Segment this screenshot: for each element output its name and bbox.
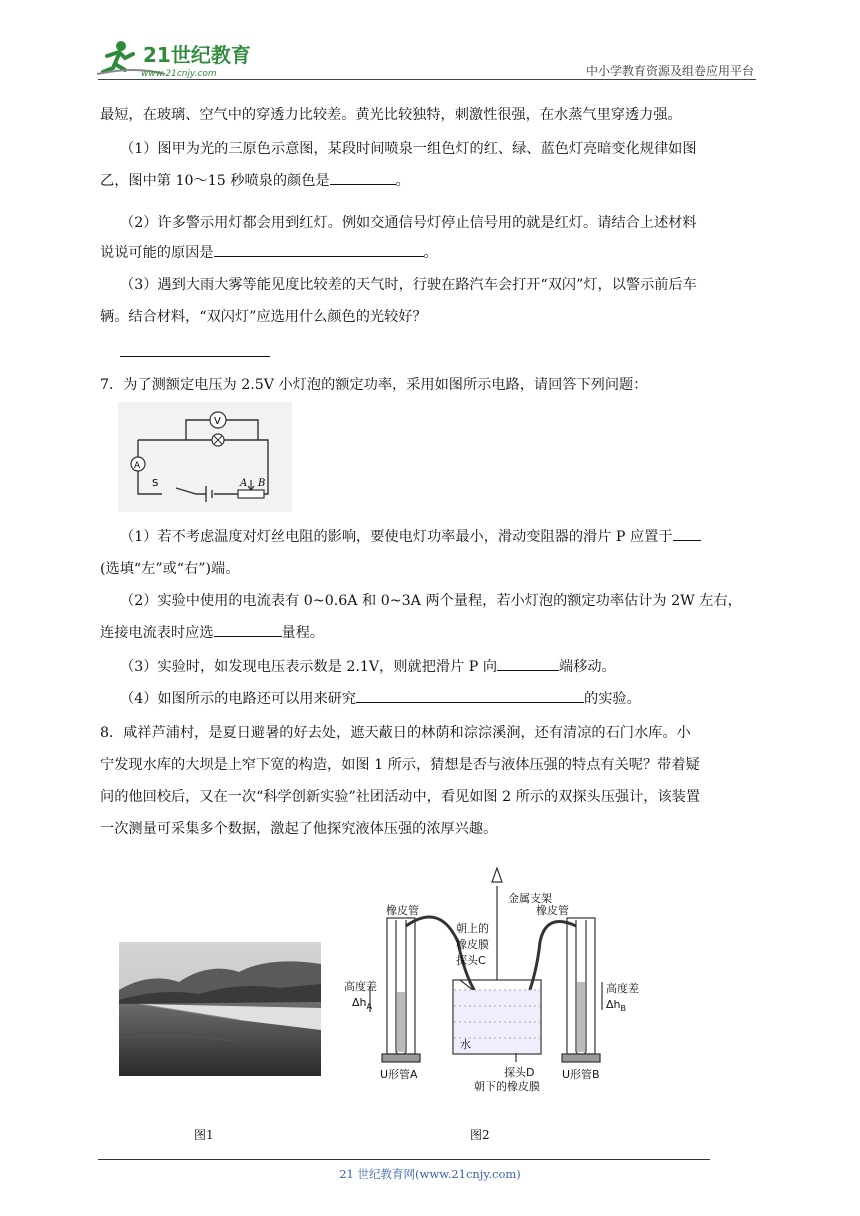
q8-line3: 问的他回校后，又在一次“科学创新实验”社团活动中，看见如图 2 所示的双探头压强计，该装置 xyxy=(100,789,701,805)
q7-part2-line1: （2）实验中使用的电流表有 0~0.6A 和 0~3A 两个量程，若小灯泡的额定功率估计为 2W 左右， xyxy=(120,593,742,609)
answer-blank[interactable] xyxy=(673,526,701,541)
svg-text:高度差: 高度差 xyxy=(606,982,639,995)
rubber-tube-left-label: 橡皮管 xyxy=(386,904,419,917)
svg-text:高度差: 高度差 xyxy=(344,980,377,993)
answer-line[interactable] xyxy=(120,356,270,357)
q6-part2-line2: 说说可能的原因是 。 xyxy=(100,242,762,264)
q8-line2: 宁发现水库的大坝是上窄下宽的构造，如图 1 所示，猜想是否与液体压强的特点有关呢？带着疑 xyxy=(100,757,700,773)
rubber-tube-right-label: 橡皮管 xyxy=(536,904,569,917)
q8-line4: 一次测量可采集多个数据，激起了他探究液体压强的浓厚兴趣。 xyxy=(100,821,498,837)
svg-text:B: B xyxy=(258,478,266,489)
svg-text:朝下的橡皮膜: 朝下的橡皮膜 xyxy=(474,1080,540,1093)
q7-part1-line1: （1）若不考虑温度对灯丝电阻的影响，要使电灯功率最小，滑动变阻器的滑片 P 应置于 xyxy=(120,526,762,548)
q7-part3: （3）实验时，如发现电压表示数是 2.1V，则就把滑片 P 向 端移动。 xyxy=(120,656,762,678)
platform-name: 中小学教育资源及组卷应用平台 xyxy=(585,64,754,78)
header-divider xyxy=(98,79,756,80)
q8-line1: 8．咸祥芦浦村，是夏日避暑的好去处，遮天蔽日的林荫和淙淙溪涧，还有清凉的石门水库。小 xyxy=(100,725,691,741)
answer-blank[interactable] xyxy=(214,622,282,637)
water-label: 水 xyxy=(460,1038,471,1051)
footer-divider xyxy=(98,1159,710,1160)
probe-d-label: 探头D xyxy=(504,1066,535,1079)
q6-part3-line2: 辆。结合材料，“双闪灯”应选用什么颜色的光较好？ xyxy=(100,309,427,325)
figure-1-caption: 图1 xyxy=(194,1128,214,1142)
answer-blank[interactable] xyxy=(214,242,424,257)
q6-part1-line1: （1）图甲为光的三原色示意图，某段时间喷泉一组色灯的红、绿、蓝色灯亮暗变化规律如图 xyxy=(120,141,697,157)
svg-text:V: V xyxy=(214,416,221,427)
answer-blank[interactable] xyxy=(356,688,584,703)
u-tube-b-label: U形管B xyxy=(562,1068,600,1081)
svg-text:朝上的: 朝上的 xyxy=(456,922,489,935)
dual-probe-manometer-diagram xyxy=(340,862,639,1102)
probe-c-label: 探头C xyxy=(456,954,486,967)
answer-blank[interactable] xyxy=(497,656,559,671)
circuit-diagram xyxy=(118,402,292,512)
u-tube-a-label: U形管A xyxy=(380,1068,418,1081)
metal-stand-label: 金属支架 xyxy=(508,892,552,905)
svg-text:橡皮膜: 橡皮膜 xyxy=(456,938,489,951)
svg-text:ΔhB: $\Delta h_B$ xyxy=(606,998,626,1013)
q7-part4: （4）如图所示的电路还可以用来研究 的实验。 xyxy=(120,688,762,710)
q7-part1-line2: (选填“左”或“右”)端。 xyxy=(100,561,240,577)
q7-stem: 7．为了测额定电压为 2.5V 小灯泡的额定功率，采用如图所示电路，请回答下列问题： xyxy=(100,377,648,393)
q7-part2-line2: 连接电流表时应选 量程。 xyxy=(100,622,762,644)
text-line: 最短，在玻璃、空气中的穿透力比较差。黄光比较独特，刺激性很强，在水蒸气里穿透力强。 xyxy=(100,107,682,123)
slider-arrow-icon xyxy=(248,480,254,490)
q6-part1-line2: 乙，图中第 10～15 秒喷泉的颜色是 。 xyxy=(100,170,762,192)
reservoir-photo xyxy=(119,942,321,1076)
svg-text:A: A xyxy=(240,478,248,489)
site-logo xyxy=(95,38,255,80)
figure-2-caption: 图2 xyxy=(470,1128,490,1142)
switch-label: S xyxy=(152,478,159,489)
q6-part2-line1: （2）许多警示用灯都会用到红灯。例如交通信号灯停止信号用的就是红灯。请结合上述材料 xyxy=(120,215,697,231)
q6-part3-line1: （3）遇到大雨大雾等能见度比较差的天气时，行驶在路汽车会打开“双闪”灯，以警示前后车 xyxy=(120,277,697,293)
svg-text:ΔhA: $\Delta h_A$ xyxy=(352,996,372,1011)
logo-url: www.21cnjy.com xyxy=(141,69,217,79)
answer-blank[interactable] xyxy=(330,170,396,185)
logo-text: 21世纪教育 xyxy=(143,43,251,67)
footer-link[interactable]: 21 世纪教育网(www.21cnjy.com) xyxy=(339,1167,521,1181)
rheostat-icon xyxy=(238,490,264,498)
svg-text:A: A xyxy=(134,461,141,471)
